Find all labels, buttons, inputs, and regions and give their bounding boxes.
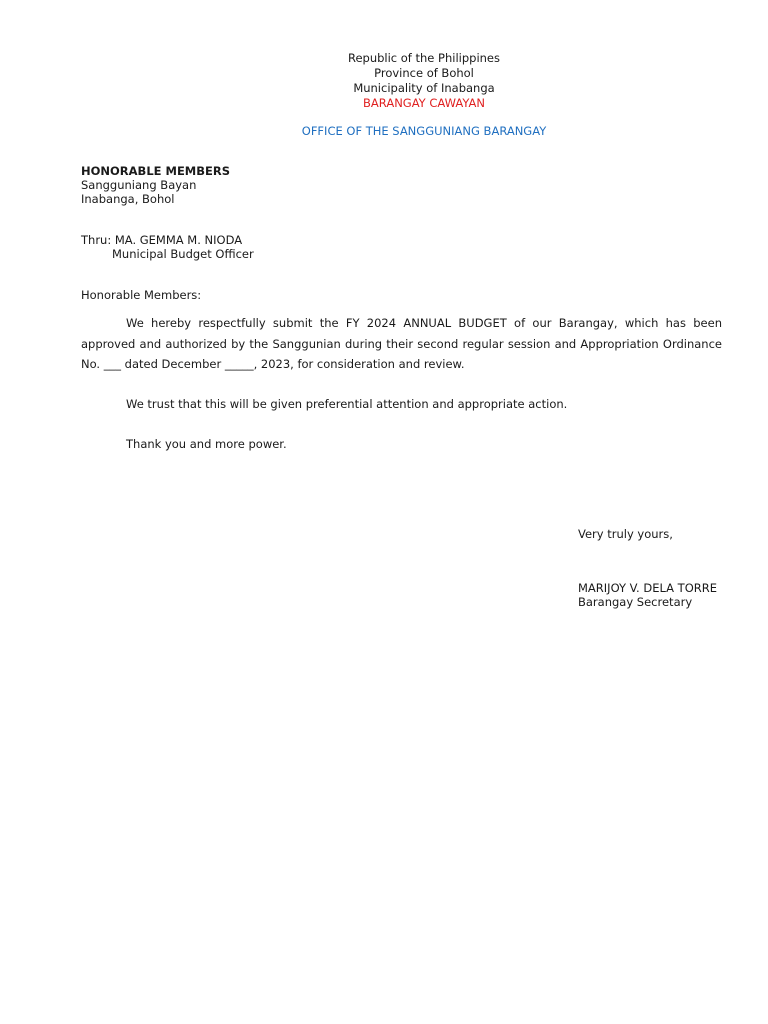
addressee-line-3: Inabanga, Bohol — [81, 192, 175, 206]
signatory-block — [578, 581, 717, 609]
office-title: OFFICE OF THE SANGGUNIANG BARANGAY — [301, 124, 547, 138]
body-paragraph-2: We trust that this will be given preferential attention and appropriate action. — [126, 397, 568, 411]
letterhead — [0, 51, 768, 111]
thru-name: Thru: MA. GEMMA M. NIODA — [81, 233, 243, 247]
thru-title: Municipal Budget Officer — [112, 247, 254, 261]
addressee-line-2: Sangguniang Bayan — [81, 178, 197, 192]
salutation: Honorable Members: — [81, 288, 202, 302]
thru-block — [81, 233, 254, 261]
body-paragraph-3: Thank you and more power. — [126, 437, 287, 451]
addressee-block — [81, 164, 230, 206]
letterhead-country: Republic of the Philippines — [347, 51, 501, 65]
letterhead-municipality: Municipality of Inabanga — [353, 81, 495, 95]
signatory-title: Barangay Secretary — [578, 595, 693, 609]
letterhead-province: Province of Bohol — [374, 66, 474, 80]
complimentary-close: Very truly yours, — [578, 527, 673, 541]
letterhead-barangay: BARANGAY CAWAYAN — [363, 96, 485, 110]
body-paragraph-1: We hereby respectfully submit the FY 2024 ANNUAL BUDGET of our Barangay, which has been approved and authorized by the Sanggunian during their second regular session and Appropriation Ordinance No. ___ dated December _____, 2023, for consideration and review. — [81, 316, 722, 371]
addressee-name: HONORABLE MEMBERS — [81, 164, 231, 178]
signatory-name: MARIJOY V. DELA TORRE — [578, 581, 717, 595]
